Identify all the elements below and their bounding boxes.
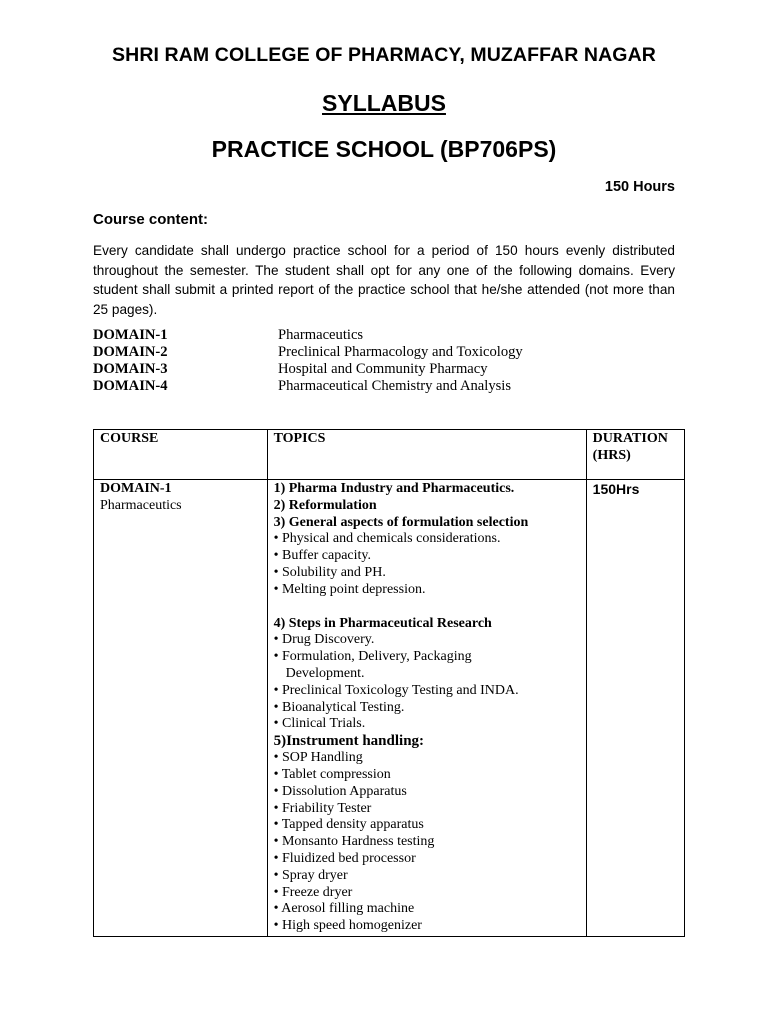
domain-key: DOMAIN-4 [93, 378, 168, 394]
course-content-heading: Course content: [93, 211, 209, 228]
table-row [94, 480, 685, 937]
topic-heading: 5)Instrument handling: [273, 733, 425, 750]
list-item: • Friability Tester [273, 800, 372, 816]
domain-row [93, 361, 653, 378]
list-item: • Fluidized bed processor [273, 850, 416, 866]
intro-paragraph: Every candidate shall undergo practice school for a period of 150 hours evenly distributed throughout the semester. The student shall opt for any one of the following domains. Every student shall submit a printed report of the practice school that he/she attended (not more than 25 pages). [93, 243, 675, 317]
duration-value: 150Hrs [592, 481, 640, 497]
course-table [93, 429, 685, 937]
topics-cell [267, 480, 586, 937]
list-item: • Solubility and PH. [273, 564, 386, 580]
course-title: PRACTICE SCHOOL (BP706PS) [211, 136, 557, 162]
course-cell [94, 480, 268, 937]
list-item-continuation: Development. [285, 665, 365, 681]
total-hours: 150 Hours [604, 179, 675, 195]
domain-value: Preclinical Pharmacology and Toxicology [278, 344, 523, 360]
topic-heading: 2) Reformulation [273, 497, 377, 513]
list-item: • Freeze dryer [273, 884, 353, 900]
header-duration-line1: DURATION [592, 431, 668, 446]
domain-key: DOMAIN-1 [93, 327, 168, 343]
list-item: • Dissolution Apparatus [273, 783, 407, 799]
header-course: COURSE [94, 430, 268, 480]
topic-heading: 1) Pharma Industry and Pharmaceutics. [273, 481, 515, 496]
list-item: • Aerosol filling machine [273, 901, 415, 917]
list-item: • Clinical Trials. [273, 716, 366, 732]
college-name: SHRI RAM COLLEGE OF PHARMACY, MUZAFFAR NAGAR [112, 44, 656, 66]
domain-value: Hospital and Community Pharmacy [278, 361, 488, 377]
syllabus-title: SYLLABUS [322, 90, 446, 116]
list-item: • Monsanto Hardness testing [273, 834, 435, 850]
table-header-row [94, 430, 685, 480]
domain-key: DOMAIN-3 [93, 361, 168, 377]
list-item: • Physical and chemicals considerations. [273, 531, 501, 547]
course-domain-name: Pharmaceutics [100, 497, 182, 513]
domain-row [93, 344, 653, 361]
topic-heading: 3) General aspects of formulation selection [273, 514, 529, 530]
course-domain: DOMAIN-1 [100, 481, 172, 496]
header-duration [586, 430, 684, 480]
list-item: • SOP Handling [273, 750, 363, 766]
topic-heading: 4) Steps in Pharmaceutical Research [273, 615, 492, 631]
list-item: • Spray dryer [273, 867, 348, 883]
duration-cell [586, 480, 684, 937]
list-item: • Tapped density apparatus [273, 817, 424, 833]
domain-list [93, 327, 653, 395]
list-item: • Bioanalytical Testing. [273, 699, 405, 715]
domain-row [93, 378, 653, 395]
list-item: • Drug Discovery. [273, 632, 375, 648]
header-duration-line2: (HRS) [592, 447, 631, 463]
list-item: • Formulation, Delivery, Packaging [273, 649, 472, 665]
domain-value: Pharmaceutical Chemistry and Analysis [278, 378, 512, 394]
list-item: • Buffer capacity. [273, 548, 371, 564]
spacer [274, 599, 580, 616]
header-topics: TOPICS [267, 430, 586, 480]
domain-key: DOMAIN-2 [93, 344, 168, 360]
domain-value: Pharmaceutics [278, 327, 364, 343]
list-item: • Preclinical Toxicology Testing and INDA. [273, 682, 519, 698]
list-item: • Melting point depression. [273, 581, 426, 597]
list-item: • High speed homogenizer [273, 918, 422, 934]
domain-row [93, 327, 653, 344]
list-item: • Tablet compression [273, 766, 391, 782]
